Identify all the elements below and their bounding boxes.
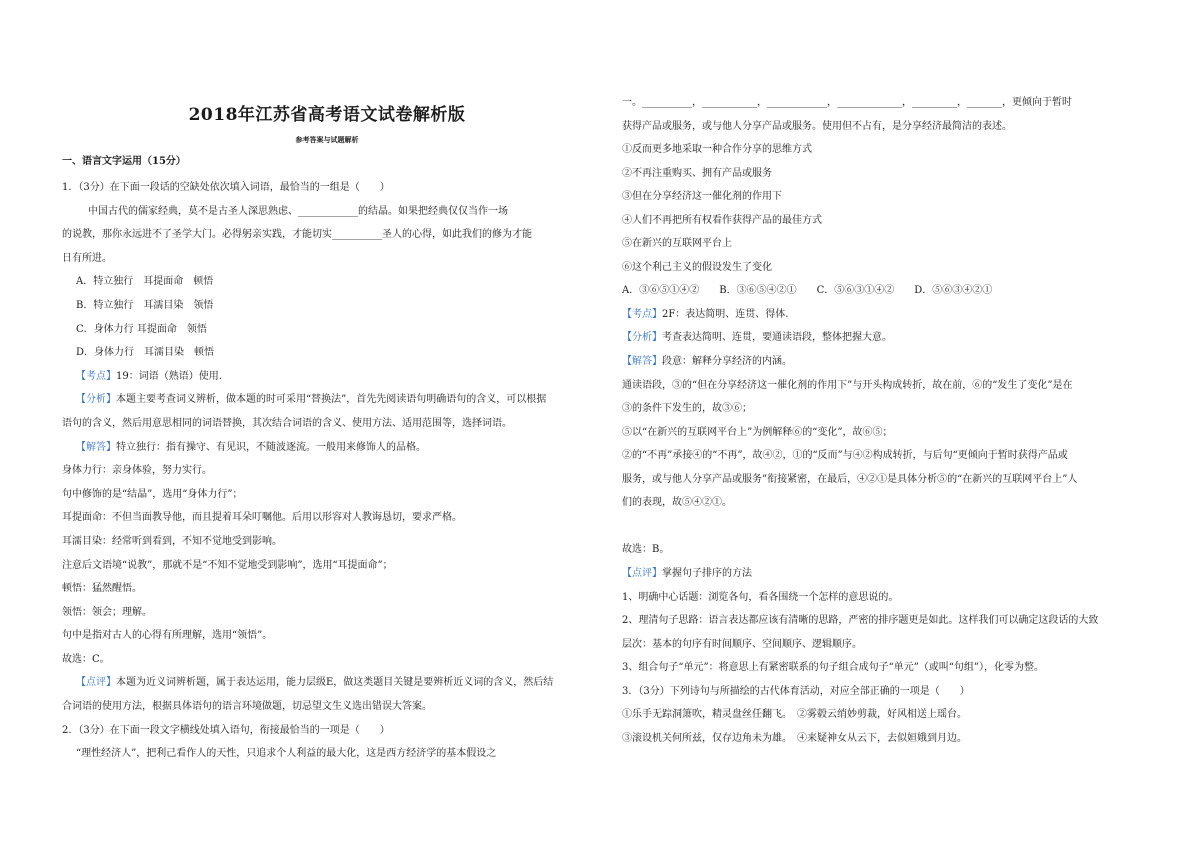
q2-jieda-line-5: ②的“不再”承接④的“不再”，故④②，①的“反而”与④②构成转折，与后句“更倾向于暂时获得产品或: [622, 450, 1068, 462]
q2-jieda-line-7: 们的表现，故⑤④②①。: [622, 497, 732, 509]
left-column: [62, 94, 592, 766]
q2-jieda-line-1: [622, 350, 1152, 374]
jieda-text: 特立独行：指有操守、有见识，不随波逐流。一般用来修饰人的品格。: [116, 441, 426, 453]
q1-passage-line-2: 的说教，那你永远进不了圣学大门。必得躬亲实践，才能切实__________圣人的心得，如此我们的修为才能: [62, 229, 532, 241]
q2-passage-line-1: “理性经济人”，把利己看作人的天性，只追求个人利益的最大化，这是西方经济学的基本假设之: [76, 748, 497, 760]
q1-passage-line-3: 日有所进。: [62, 252, 112, 264]
q1-option-b: B．特立独行 耳濡目染 领悟: [76, 299, 214, 311]
q3-poems-line-1: ①乐手无踪洞箫吹，精灵盘丝任翻飞。 ②雾毂云绡妙剪裁，好风相送上瑶台。: [622, 709, 967, 721]
blank-line: [622, 515, 1152, 539]
dianping-text: 本题为近义词辨析题，属于表达运用，能力层级E，做这类题目关键是要辨析近义词的含义，然后结: [116, 677, 554, 689]
document-title: 2018年江苏省高考语文试卷解析版: [188, 105, 466, 125]
jieda-tag: 【解答】: [76, 441, 116, 453]
fenxi-tag: 【分析】: [622, 332, 662, 344]
q2-passage-line-2: 一。__________，___________，____________，_____________，_________，_______，更倾向于暂时: [622, 97, 1072, 108]
q1-jieda-line-3: 句中修饰的是“结晶”，选用“身体力行”；: [62, 488, 243, 500]
q1-jieda-line-6: 注意后文语境“说教”，那就不是“不知不觉地受到影响”，选用“耳提面命”；: [62, 559, 393, 571]
right-column: [622, 91, 1152, 750]
q2-jieda-line-6: 服务，或与他人分享产品或服务”衔接紧密，在最后，④②①是具体分析⑤的“在新兴的互联网平台上”人: [622, 473, 1078, 485]
q2-kaodian: [622, 303, 1152, 327]
method-3: 3、组合句子“单元”：将意思上有紧密联系的句子组合成句子“单元”（或叫“句组”），化零为整。: [622, 662, 1045, 674]
q2-options: A．③⑥⑤①④② B．③⑥⑤④②① C．⑤⑥③①④② D．⑤⑥③④②①: [622, 285, 993, 297]
kaodian-text: 19：词语（熟语）使用.: [116, 370, 222, 382]
q2-sentence-1: ①反而更多地采取一种合作分享的思维方式: [622, 144, 812, 156]
q1-kaodian: [62, 365, 592, 389]
q1-option-a: A．特立独行 耳提面命 顿悟: [76, 276, 214, 288]
q2-sentence-2: ②不再注重购买、拥有产品或服务: [622, 167, 772, 179]
method-1: 1、明确中心话题：浏览各句，看各围绕一个怎样的意思说的。: [622, 591, 899, 603]
q1-option-d: D．身体力行 耳濡目染 顿悟: [76, 347, 215, 359]
method-2-cont: 层次：基本的句序有时间顺序、空间顺序、逻辑顺序。: [622, 638, 862, 650]
section-heading: 一、语言文字运用（15分）: [62, 156, 186, 167]
q3-stem: 3．（3分）下列诗句与所描绘的古代体育活动，对应全部正确的一项是（ ）: [622, 685, 970, 697]
q2-stem: 2．（3分）在下面一段文字横线处填入语句，衔接最恰当的一项是（ ）: [62, 724, 390, 736]
kaodian-tag: 【考点】: [622, 308, 662, 320]
q2-sentence-4: ④人们不再把所有权看作获得产品的最佳方式: [622, 214, 822, 226]
q1-answer: 故选：C。: [62, 653, 110, 665]
q2-fenxi: [622, 326, 1152, 350]
kaodian-tag: 【考点】: [76, 370, 116, 382]
q2-sentence-3: ③但在分享经济这一催化剂的作用下: [622, 191, 782, 203]
q1-passage-line-1: 中国古代的儒家经典，莫不是古圣人深思熟虑、____________的结晶。如果把经典仅仅当作一场: [88, 205, 508, 217]
jieda-tag: 【解答】: [622, 356, 662, 368]
q1-jieda-line-7: 顿悟：猛然醒悟。: [62, 583, 142, 595]
q2-dianping: [622, 562, 1152, 586]
dianping-tag: 【点评】: [76, 677, 116, 689]
q1-fenxi-line-1: [62, 388, 592, 412]
q2-answer: 故选：B。: [622, 544, 670, 556]
dianping-text: 掌握句子排序的方法: [662, 567, 752, 579]
q2-jieda-line-2: 通读语段，③的“但在分享经济这一催化剂的作用下”与开头构成转折，故在前，⑥的“发生了变化”是在: [622, 379, 1073, 391]
q1-option-c: C．身体力行 耳提面命 领悟: [76, 323, 207, 335]
method-2: 2、理清句子思路：语言表达都应该有清晰的思路，严密的排序题更是如此。这样我们可以确定这段话的大致: [622, 615, 1099, 627]
q1-jieda-line-4: 耳提面命：不但当面教导他，而且提着耳朵叮嘱他。后用以形容对人教诲恳切，要求严格。: [62, 512, 462, 524]
document-subtitle: 参考答案与试题解析: [295, 135, 359, 144]
q2-sentence-5: ⑤在新兴的互联网平台上: [622, 238, 732, 250]
q1-jieda-line-9: 句中是指对古人的心得有所理解，选用“领悟”。: [62, 630, 273, 642]
fenxi-tag: 【分析】: [76, 394, 116, 406]
q1-jieda-line-5: 耳濡目染：经常听到看到，不知不觉地受到影响。: [62, 535, 282, 547]
dianping-tag: 【点评】: [622, 567, 662, 579]
fenxi-text: 本题主要考查词义辨析，做本题的时可采用“替换法”，首先先阅读语句明确语句的含义，可以根据: [116, 394, 547, 406]
q2-sentence-6: ⑥这个利己主义的假设发生了变化: [622, 261, 772, 273]
q2-passage-line-3: 获得产品或服务，或与他人分享产品或服务。使用但不占有，是分享经济最简洁的表述。: [622, 120, 1012, 132]
q2-jieda-line-4: ⑤以“在新兴的互联网平台上”为例解释⑥的“变化”，故⑥⑤；: [622, 426, 893, 438]
q3-poems-line-2: ③滚设机关何所兹，仅存边角未为雄。 ④来疑神女从云下，去似姮娥到月边。: [622, 732, 967, 744]
q2-jieda-line-3: ③的条件下发生的，故③⑥；: [622, 403, 752, 415]
q1-jieda-line-1: [62, 436, 592, 460]
q1-fenxi-line-2: 语句的含义，然后用意思相同的词语替换，其次结合词语的含义、使用方法、适用范围等，选择词语。: [62, 417, 512, 429]
q1-jieda-line-8: 领悟：领会；理解。: [62, 606, 152, 618]
q1-stem: 1．（3分）在下面一段话的空缺处依次填入词语，最恰当的一组是（ ）: [62, 182, 390, 193]
q1-jieda-line-2: 身体力行：亲身体验，努力实行。: [62, 465, 212, 477]
kaodian-text: 2F：表达简明、连贯、得体.: [662, 308, 789, 320]
jieda-text: 段意：解释分享经济的内涵。: [662, 356, 792, 368]
q1-dianping-line-2: 合词语的使用方法，根据具体语句的语言环境做题，切忌望文生义选出错误大答案。: [62, 701, 432, 713]
fenxi-text: 考查表达简明、连贯，要通读语段，整体把握大意。: [662, 332, 892, 344]
q1-dianping-line-1: [62, 671, 592, 695]
